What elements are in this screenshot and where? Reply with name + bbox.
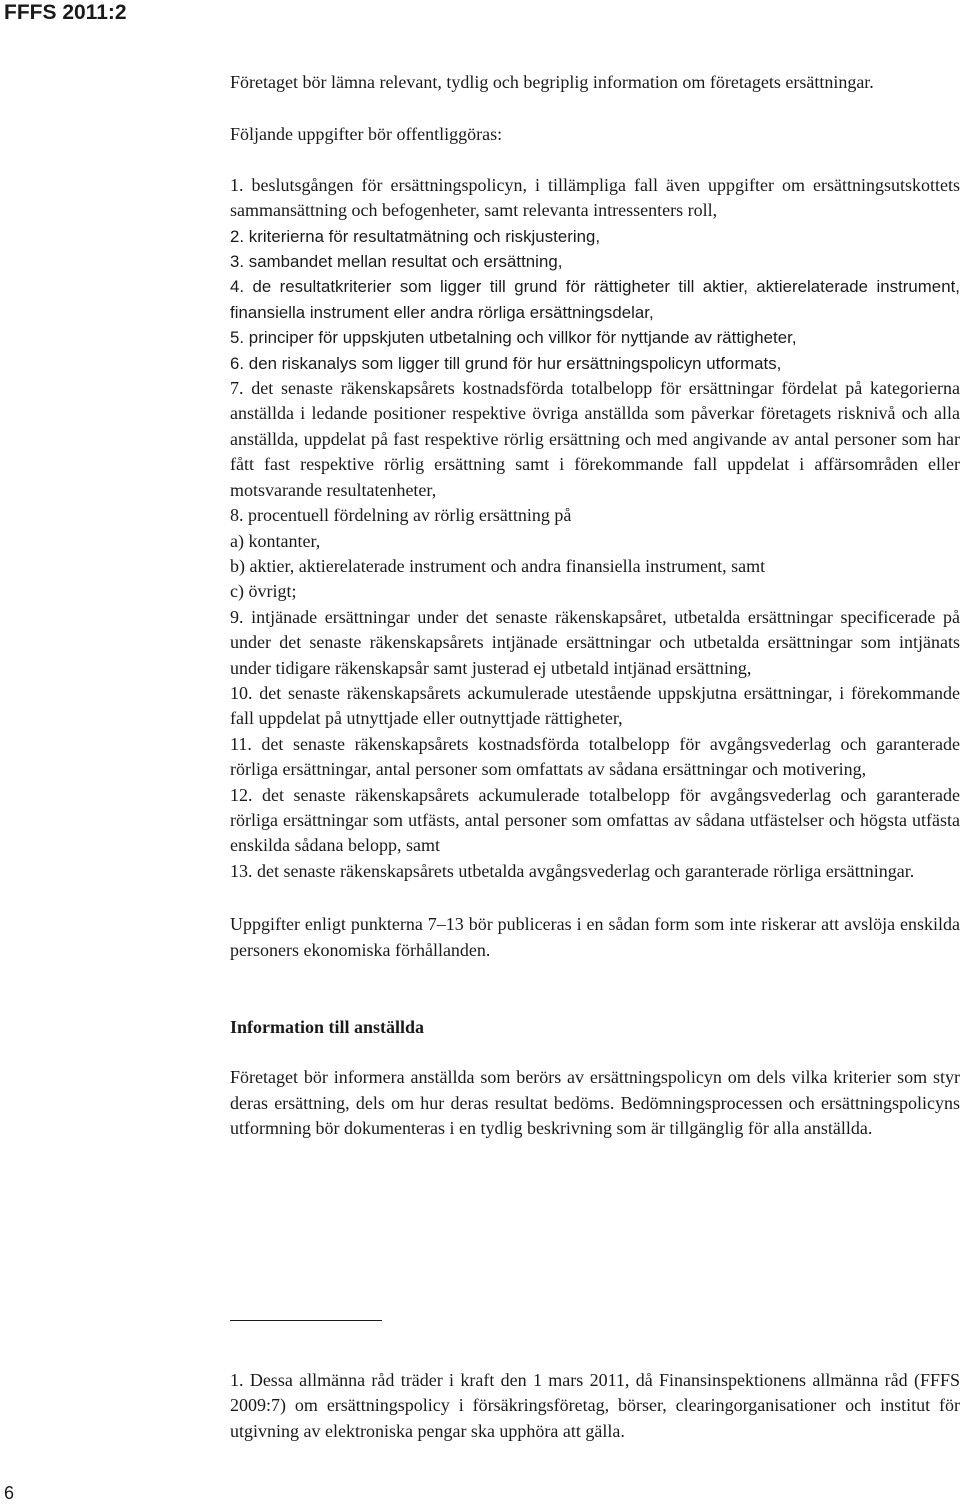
list-item: 4. de resultatkriterier som ligger till grund för rättigheter till aktier, aktierelaterade instrument, finansiella instrument eller andra rörliga ersättningsdelar, [230,277,960,322]
list-item: 7. det senaste räkenskapsårets kostnadsförda totalbelopp för ersättningar fördelat på kategorierna anställda i ledande positioner respektive övriga anställda som påverkar företagets risknivå och alla anställda, uppdelat på fast respektive rörlig ersättning och med angivande av antal personer som har fått fast respektive rörlig ersättning samt i förekommande fall uppdelat i affärsområden eller motsvarande resultatenheter, [230,378,960,500]
list-item: 12. det senaste räkenskapsårets ackumulerade totalbelopp för avgångsvederlag och garanterade rörliga ersättningar som utfästs, antal personer som omfattas av sådana utfästelser och högsta utfästa enskilda sådana belopp, samt [230,784,960,856]
section-heading: Information till anställda [230,1017,425,1037]
intro-paragraph: Företaget bör lämna relevant, tydlig och begriplig information om företagets ersättningar. [230,72,874,92]
list-item: 13. det senaste räkenskapsårets utbetalda avgångsvederlag och garanterade rörliga ersättningar. [230,860,915,881]
document-code: FFFS 2011:2 [4,1,127,24]
main-content [230,70,960,1142]
list-subitem: b) aktier, aktierelaterade instrument och andra finansiella instrument, samt [230,555,766,576]
list-item: 1. beslutsgången för ersättningspolicyn, i tillämpliga fall även uppgifter om ersättningsutskottets sammansättning och befogenheter, samt relevanta intressenters roll, [230,174,960,221]
list-item: 11. det senaste räkenskapsårets kostnadsförda totalbelopp för avgångsvederlag och garanterade rörliga ersättningar, antal personer som omfattats av sådana ersättningar och motivering, [230,733,960,780]
list-subitem: a) kontanter, [230,530,321,551]
page-number: 6 [4,1483,15,1503]
list-item: 8. procentuell fördelning av rörlig ersättning på [230,505,572,526]
list-item: 6. den riskanalys som ligger till grund för hur ersättningspolicyn utformats, [230,353,782,373]
lead-paragraph: Följande uppgifter bör offentliggöras: [230,124,503,145]
disclosure-list [230,173,960,884]
footnote: 1. Dessa allmänna råd träder i kraft den 1 mars 2011, då Finansinspektionens allmänna råd (FFFS 2009:7) om ersättningspolicy i försäkringsföretag, börser, clearingorganisationer och institut för utgivning av elektroniska pengar ska upphöra att gälla. [230,1370,960,1441]
closing-paragraph: Uppgifter enligt punkterna 7–13 bör publiceras i en sådan form som inte riskerar att avslöja enskilda personers ekonomiska förhållanden. [230,914,960,960]
list-item: 5. principer för uppskjuten utbetalning och villkor för nyttjande av rättigheter, [230,328,797,348]
list-subitem: c) övrigt; [230,581,297,602]
list-item: 3. sambandet mellan resultat och ersättning, [230,252,563,272]
footnote-divider [230,1320,382,1321]
section-paragraph: Företaget bör informera anställda som berörs av ersättningspolicyn om dels vilka kriterier som styr deras ersättning, dels om hur deras resultat bedöms. Bedömningsprocessen och ersättningspolicyns utformning bör dokumenteras i en tydlig beskrivning som är tillgänglig för alla anställda. [230,1067,960,1139]
list-item: 2. kriterierna för resultatmätning och riskjustering, [230,226,601,246]
list-item: 10. det senaste räkenskapsårets ackumulerade utestående uppskjutna ersättningar, i förekommande fall uppdelat på utnyttjade eller outnyttjade rättigheter, [230,682,960,729]
list-item: 9. intjänade ersättningar under det senaste räkenskapsåret, utbetalda ersättningar specificerade på under det senaste räkenskapsårets intjänade ersättningar och utbetalda ersättningar som intjänats under tidigare räkenskapsår samt justerad ej utbetald intjänad ersättning, [230,606,960,678]
